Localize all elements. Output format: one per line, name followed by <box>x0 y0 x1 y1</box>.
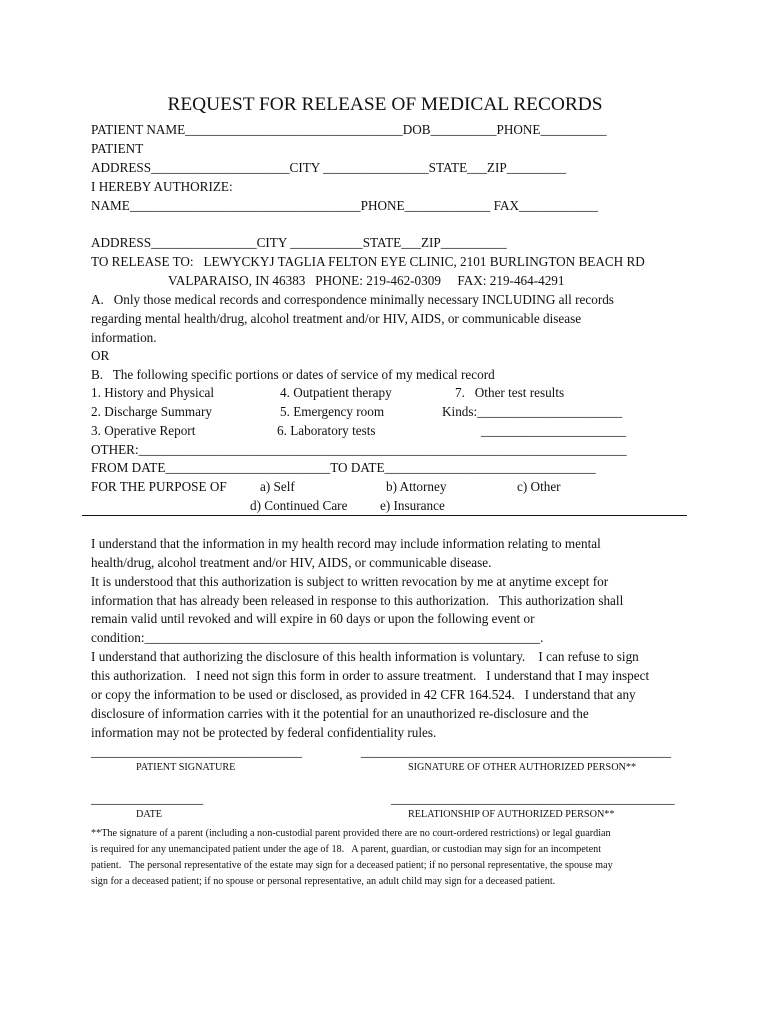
authorize-label: I HEREBY AUTHORIZE: <box>91 179 233 194</box>
relationship-line: ___________________________________________ <box>391 791 675 806</box>
purpose-option-other: c) Other <box>517 479 561 494</box>
other-tests-kinds-line: Kinds:______________________ <box>442 404 623 419</box>
service-item: 6. Laboratory tests <box>277 423 376 438</box>
statement-line: information that has already been released in response to this authorization. This authorization shall <box>91 593 624 608</box>
patient-signature-label: PATIENT SIGNATURE <box>136 762 236 773</box>
other-signature-line: _______________________________________________ <box>361 744 671 759</box>
patient-name-line: PATIENT NAME_________________________________DOB__________PHONE__________ <box>91 122 607 137</box>
footnote-line: patient. The personal representative of the estate may sign for a deceased patient; if no personal representative, the spouse may <box>91 860 613 871</box>
relationship-label: RELATIONSHIP OF AUTHORIZED PERSON** <box>408 809 615 820</box>
release-to-city-line: VALPARAISO, IN 46383 PHONE: 219-462-0309 FAX: 219-464-4291 <box>168 273 565 288</box>
other-signature-label: SIGNATURE OF OTHER AUTHORIZED PERSON** <box>408 762 637 773</box>
purpose-option-insurance: e) Insurance <box>380 498 445 513</box>
option-b-line: B. The following specific portions or dates of service of my medical record <box>91 367 495 382</box>
statement-line: I understand that authorizing the disclosure of this health information is voluntary. I can refuse to sign <box>91 649 639 664</box>
footnote-line: sign for a deceased patient; if no spouse or personal representative, an adult child may sign for a deceased patient. <box>91 876 556 887</box>
service-item: 1. History and Physical <box>91 385 215 400</box>
authorized-address-line: ADDRESS________________CITY ___________STATE___ZIP__________ <box>91 235 507 250</box>
footnote-line: **The signature of a parent (including a non-custodial parent provided there are no court-ordered restrictions) or legal guardian <box>91 828 611 839</box>
section-divider <box>82 515 687 516</box>
date-label: DATE <box>136 809 163 820</box>
purpose-option-continued-care: d) Continued Care <box>250 498 348 513</box>
service-item: 2. Discharge Summary <box>91 404 212 419</box>
option-a-line: information. <box>91 330 157 345</box>
authorized-name-line: NAME___________________________________PHONE_____________ FAX____________ <box>91 198 599 213</box>
statement-line: health/drug, alcohol treatment and/or HIV, AIDS, or communicable disease. <box>91 555 492 570</box>
statement-line: It is understood that this authorization is subject to written revocation by me at anytime except for <box>91 574 609 589</box>
patient-signature-line: ________________________________ <box>91 744 302 759</box>
footnote-line: is required for any unemancipated patient under the age of 18. A parent, guardian, or custodian may sign for an incompetent <box>91 844 602 855</box>
service-item: 7. Other test results <box>455 385 565 400</box>
patient-address-line: ADDRESS_____________________CITY ________________STATE___ZIP_________ <box>91 160 567 175</box>
service-item: 3. Operative Report <box>91 423 196 438</box>
statement-line: or copy the information to be used or disclosed, as provided in 42 CFR 164.524. I understand that any <box>91 687 636 702</box>
statement-line: I understand that the information in my health record may include information relating to mental <box>91 536 601 551</box>
statement-line: information may not be protected by federal confidentiality rules. <box>91 725 437 740</box>
service-item: 4. Outpatient therapy <box>280 385 392 400</box>
purpose-option-self: a) Self <box>260 479 295 494</box>
date-signature-line: _________________ <box>91 791 204 806</box>
option-a-line: A. Only those medical records and correspondence minimally necessary INCLUDING all records <box>91 292 614 307</box>
service-item: 5. Emergency room <box>280 404 385 419</box>
option-a-line: regarding mental health/drug, alcohol treatment and/or HIV, AIDS, or communicable disease <box>91 311 582 326</box>
or-label: OR <box>91 348 110 363</box>
condition-line: condition:____________________________________________________________. <box>91 630 544 645</box>
release-to-line: TO RELEASE TO: LEWYCKYJ TAGLIA FELTON EYE CLINIC, 2101 BURLINGTON BEACH RD <box>91 254 645 269</box>
form-title: REQUEST FOR RELEASE OF MEDICAL RECORDS <box>167 94 603 115</box>
other-line: OTHER:__________________________________________________________________________ <box>91 442 627 457</box>
statement-line: remain valid until revoked and will expire in 60 days or upon the following event or <box>91 611 535 626</box>
purpose-label: FOR THE PURPOSE OF <box>91 479 227 494</box>
patient-label: PATIENT <box>91 141 144 156</box>
purpose-option-attorney: b) Attorney <box>386 479 447 494</box>
date-range-line: FROM DATE_________________________TO DATE________________________________ <box>91 460 596 475</box>
statement-line: disclosure of information carries with it the potential for an unauthorized re-disclosure and the <box>91 706 589 721</box>
statement-line: this authorization. I need not sign this form in order to assure treatment. I understand that I may inspect <box>91 668 650 683</box>
other-tests-blank-line: ______________________ <box>481 423 627 438</box>
